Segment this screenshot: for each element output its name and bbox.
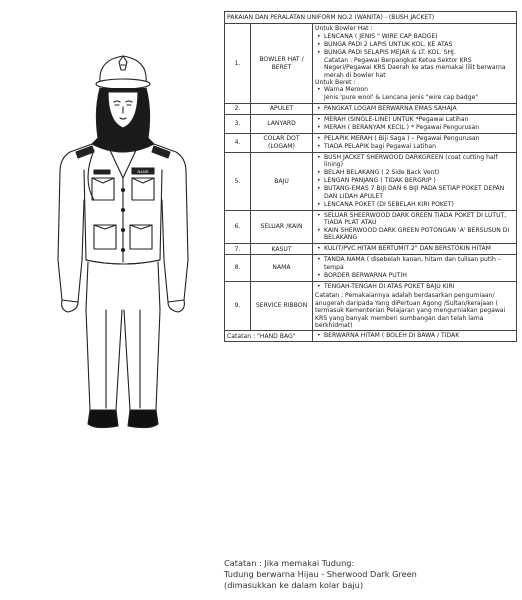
list-item: • MERAH (SINGLE-LINE) UNTUK *Pegawai Latihan [324,116,514,123]
detail-lead: Untuk Bowler Hat : [315,25,373,33]
table-row [225,255,517,281]
detail-note: Jenis 'pure wool' & Lencana jenis "wire cap badge" [324,94,479,102]
list-item: • BUSH JACKET SHERWOOD DARKGREEN (coat cutting half lining) [324,154,514,169]
list-item: • BORDER BERWARNA PUTIH [324,272,514,279]
table-row [225,114,517,133]
row-item: LANYARD [251,114,313,133]
list-item: • KAIN SHERWOOD DARK GREEN POTONGAN 'A' BERSUSUN DI BELAKANG [324,227,514,242]
row-item: BAJU [251,152,313,210]
row-number: 4. [225,133,251,152]
detail-list [315,332,514,339]
table-row [225,152,517,210]
table-title: PAKAIAN DAN PERALATAN UNIFORM NO.2 (WANITA) - (BUSH JACKET) [225,12,517,24]
row-item: KASUT [251,244,313,255]
row-details [313,255,517,281]
list-item: • PANGKAT LOGAM BERWARNA EMAS SAHAJA [324,105,514,112]
detail-list [315,105,514,112]
list-item: • MERAH ( BERANYAM KECIL ) * Pegawai Pengurusan [324,124,514,131]
row-number: 9. [225,281,251,330]
name-tag-text: NASIR [137,170,149,174]
detail-list [315,212,514,242]
table-title-row [225,12,517,24]
list-item: • SELUAR SHEERWOOD DARK GREEN TIADA POKET DI LUTUT, TIADA PLAT ATAU [324,212,514,227]
detail-list [315,33,514,56]
row-details [313,210,517,244]
list-item: • BUNGA PADI 2 LAPIS UNTUK KOL. KE ATAS [324,41,514,48]
row-number: 2. [225,103,251,114]
list-item: • BUTANG-EMAS 7 BIJI DAN 6 BIJI PADA SETIAP POKET DEPAN DAN LIDAH APULET [324,185,514,200]
row-item: COLAR DOT (LOGAM) [251,133,313,152]
row-item: SERVICE RIBBON [251,281,313,330]
list-item: • BERWARNA HITAM ( BOLEH DI BAWA / TIDAK [324,332,514,339]
row-details [313,133,517,152]
detail-note: Catatan : Pemakaiannya adalah berdasarkan pengurniaan/ anugerah daripada Yang diPertuan Agong /Sultan/kerajaan ( termasuk Kementerian Pelajaran yang mengurniakan pegawai KRS yang banyak memberi sumbangan dan telah lama berkhidmat) [315,292,506,329]
row-item: Catatan : "HAND BAG" [225,331,313,342]
detail-note: Catatan : Pegawai Berpangkat Ketua Sektor KRS Negeri/Pegawai KRS Daerah ke atas memakai lilit berwarna merah di bowler hat [324,56,506,79]
row-details [313,103,517,114]
list-item: • TANDA NAMA ( disebelah kanan, hitam dan tulisan putih – tempa [324,256,514,271]
table-row [225,210,517,244]
note-line: Tudung berwarna Hijau - Sherwood Dark Green [224,569,417,579]
list-item: • BELAH BELAKANG ( 2 Side Back Vent) [324,169,514,176]
list-item: • TIADA PELAPIK bagi Pegawai Latihan [324,143,514,150]
row-number: 7. [225,244,251,255]
table-row [225,24,517,103]
detail-lead: Untuk Beret : [315,79,356,87]
row-item: BOWLER HAT / BERET [251,24,313,103]
list-item: • Warna Meroon [324,86,514,93]
row-number: 6. [225,210,251,244]
shoe-left-icon [88,410,118,428]
detail-list [315,283,514,290]
detail-list [315,256,514,279]
row-details [313,24,517,103]
list-item: • KULIT/PVC HITAM BERTUMIT 2" DAN BERSTOKIN HITAM [324,245,514,252]
shoe-right-icon [128,410,158,428]
row-item: APULET [251,103,313,114]
row-details [313,281,517,330]
row-number: 8. [225,255,251,281]
detail-list [315,116,514,131]
detail-list [315,135,514,150]
list-item: • LENCANA POKET (DI SEBELAH KIRI POKET) [324,201,514,208]
table-row [225,281,517,330]
row-number: 3. [225,114,251,133]
row-details [313,331,517,342]
row-number: 5. [225,152,251,210]
row-details [313,114,517,133]
table-row [225,331,517,342]
table-row [225,103,517,114]
row-item: SELUAR /KAIN [251,210,313,244]
footer-notes [224,558,520,591]
detail-list [315,86,514,93]
list-item: • PELAPIK MERAH ( Biji Saga ) – Pegawai Pengurusan [324,135,514,142]
list-item: • LENCANA ( JENIS " WIRE CAP BADGE) [324,33,514,40]
list-item: • LENGAN PANJANG ( TIDAK BERGRIP ) [324,177,514,184]
list-item: • TENGAH-TENGAH DI ATAS POKET BAJU KIRI [324,283,514,290]
table-row [225,244,517,255]
detail-list [315,245,514,252]
row-details [313,244,517,255]
uniform-spec-table [224,11,517,342]
table-row [225,133,517,152]
row-details [313,152,517,210]
row-item: NAMA [251,255,313,281]
list-item: • BUNGA PADI SELAPIS MEJAR & LT. KOL. SHJ. [324,49,514,56]
note-line: (dimasukkan ke dalam kolar baju) [224,580,364,590]
detail-list [315,154,514,208]
row-number: 1. [225,24,251,103]
note-line: Catatan : Jika memakai Tudung: [224,558,355,568]
uniform-figure-illustration [8,10,218,450]
